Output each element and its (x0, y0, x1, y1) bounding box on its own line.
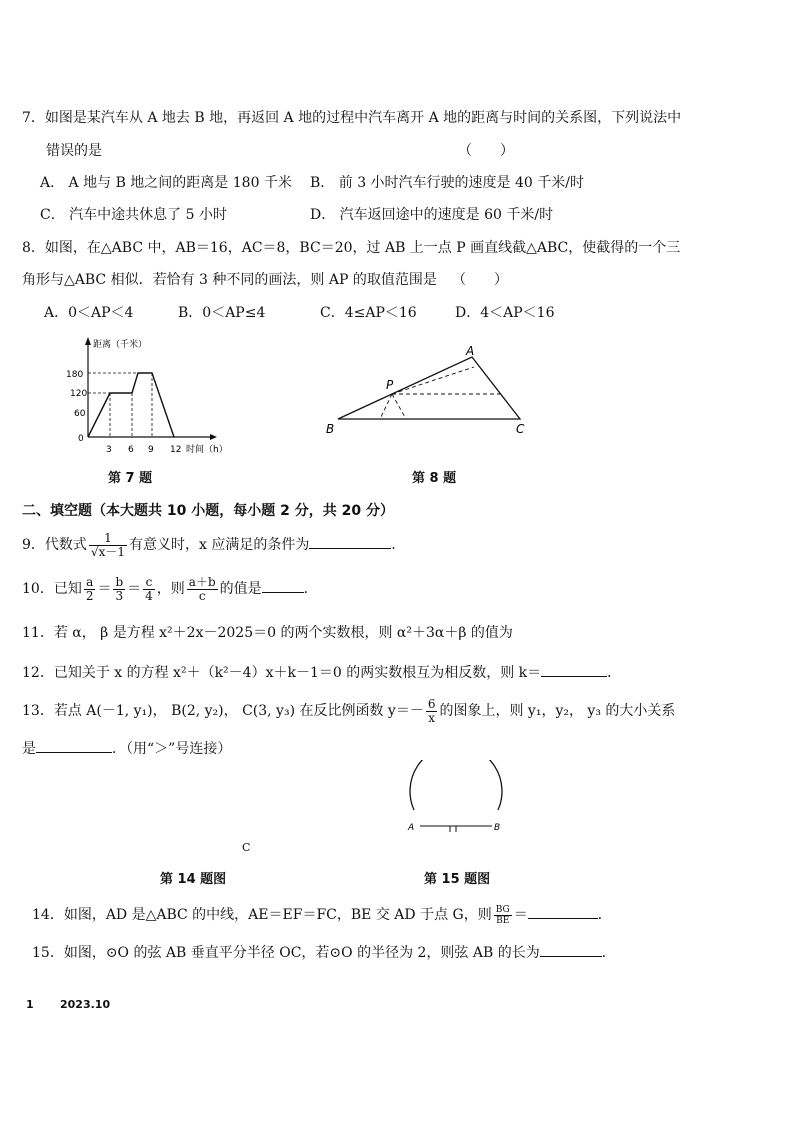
q8-answer-paren: （ ） (452, 272, 508, 288)
q12-line (22, 662, 621, 683)
fig7-xtick-9: 9 (148, 445, 154, 455)
fig14-caption: 第 14 题图 (160, 872, 227, 887)
q13-frac-den: x (428, 710, 436, 725)
q10-end: ． (303, 581, 318, 597)
fig7-y-label: 距离（千米） (93, 340, 148, 350)
q10-frac-a (84, 576, 96, 603)
q9-fraction (89, 532, 127, 559)
q14-eq: ＝ (513, 907, 528, 923)
q10-frac-target-num: a＋b (188, 574, 216, 589)
fig8-triangle (322, 345, 542, 440)
fig7-ytick-120: 120 (70, 389, 88, 399)
q14-answer-blank[interactable] (528, 904, 598, 919)
q7-stem-line2: 错误的是 (46, 143, 102, 159)
q10-frac-a-den: 2 (85, 588, 94, 603)
q10-answer-blank[interactable] (262, 578, 304, 593)
fig7-xtick-12: 12 (170, 445, 182, 455)
q10-pre: 10．已知 (22, 581, 82, 597)
fig8-triangle-abc (338, 357, 520, 419)
q10-mid: ，则 (156, 581, 185, 597)
q14-fraction (494, 905, 512, 926)
q14-pre: 14．如图，AD 是△ABC 的中线，AE＝EF＝FC，BE 交 AD 于点 G，则 (32, 907, 492, 923)
q13-post: 的图象上，则 y₁，y₂， y₃ 的大小关系 (439, 703, 676, 719)
fig7-distance-line (88, 373, 174, 437)
q12-end: ． (607, 665, 622, 681)
q13-answer-blank[interactable] (36, 738, 112, 753)
fig7-origin: 0 (78, 434, 84, 444)
q11-line: 11．若 α， β 是方程 x²＋2x－2025＝0 的两个实数根，则 α²＋3α＋β 的值为 (22, 625, 513, 641)
fig7-caption: 第 7 题 (108, 471, 153, 486)
q10-frac-target-den: c (198, 588, 206, 603)
q7-stem-line1: 7．如图是某汽车从 A 地去 B 地，再返回 A 地的过程中汽车离开 A 地的距离与时间的关系图，下列说法中 (22, 110, 682, 126)
fig8-caption: 第 8 题 (412, 471, 457, 486)
q10-line: 10．已知 $\frac{a}{2}$ ＝ $\frac{b}{3}$ ＝ $\frac{c}{4}$ ，则 $\frac{a+b}{c}$ 的值是 ． (22, 574, 318, 603)
fig8-label-c: C (516, 422, 525, 436)
q8-stem-line1: 8．如图，在△ABC 中，AB＝16，AC＝8，BC＝20，过 AB 上一点 P 画直线截△ABC，使截得的一个三 (22, 240, 681, 256)
q9-post: 有意义时，x 应满足的条件为 (128, 537, 310, 553)
q7-answer-paren: （ ） (458, 143, 514, 159)
footer-date: 2023.10 (60, 998, 111, 1011)
q14-line (32, 902, 612, 928)
fig15-circle (400, 760, 520, 840)
q9-frac-num: 1 (89, 532, 127, 546)
q15-pre: 15．如图，⊙O 的弦 AB 垂直平分半径 OC，若⊙O 的半径为 2，则弦 AB 的长为 (32, 945, 540, 961)
q9-frac-den: √x－1 (90, 544, 125, 559)
q9-line (22, 530, 405, 560)
fig15-label-b: B (494, 823, 501, 833)
q8-stem-line2: 角形与△ABC 相似．若恰有 3 种不同的画法，则 AP 的取值范围是 (22, 272, 437, 288)
q8-option-a: A．0＜AP＜4 (44, 305, 134, 321)
fig8-cut-to-ac (392, 367, 474, 394)
q10-frac-c-num: c (143, 576, 155, 590)
q9-answer-blank[interactable] (309, 534, 391, 549)
fig7-xtick-3: 3 (106, 445, 112, 455)
q12-pre: 12．已知关于 x 的方程 x²＋（k²－4）x＋k－1＝0 的两实数根互为相反数，则 k＝ (22, 665, 542, 681)
fig7-x-arrow (210, 434, 217, 440)
section2-title: 二、填空题（本大题共 10 小题，每小题 2 分，共 20 分） (22, 503, 394, 519)
q10-frac-b-den: 3 (115, 588, 124, 603)
q14-frac-den: BE (496, 915, 510, 926)
fig15-label-a: A (408, 823, 415, 833)
q10-frac-b (113, 576, 125, 603)
fig7-x-label: 时间（h） (186, 445, 228, 455)
fig7-graph (60, 335, 240, 460)
q7-option-d: D． 汽车返回途中的速度是 60 千米/时 (310, 207, 554, 223)
q7-option-b: B． 前 3 小时汽车行驶的速度是 40 千米/时 (310, 175, 584, 191)
q10-frac-c-den: 4 (145, 588, 153, 603)
q9-pre: 9．代数式 (22, 537, 87, 553)
q14-frac-num: BG (495, 904, 510, 915)
q7-option-c: C． 汽车中途共休息了 5 小时 (40, 207, 227, 223)
q10-post: 的值是 (219, 581, 262, 597)
q8-option-c: C．4≤AP＜16 (320, 305, 417, 321)
fig14-stray-mark: C (242, 841, 251, 854)
q13-pre: 13．若点 A(－1, y₁)， B(2, y₂)， C(3, y₃) 在反比例函数 y＝－ (22, 703, 424, 719)
q9-end: ． (391, 537, 406, 553)
fig7-xtick-6: 6 (128, 445, 134, 455)
q10-frac-a-num: a (84, 576, 96, 590)
q10-frac-target (187, 576, 218, 603)
q13-fraction (426, 698, 438, 725)
fig15-caption: 第 15 题图 (424, 872, 491, 887)
footer-page-number: 1 (26, 998, 34, 1011)
q15-end: ． (601, 945, 616, 961)
fig15-arc (410, 760, 502, 810)
q7-option-a: A． A 地与 B 地之间的距离是 180 千米 (40, 175, 292, 191)
q14-end: ． (597, 907, 612, 923)
fig8-label-p: P (386, 378, 394, 392)
q8-option-d: D．4＜AP＜16 (455, 305, 555, 321)
q10-frac-c (143, 576, 155, 603)
fig7-ytick-60: 60 (74, 409, 86, 419)
fig7-ytick-180: 180 (66, 370, 84, 380)
fig8-cut-to-bc (392, 394, 406, 419)
q13-line2 (22, 738, 231, 759)
fig7-y-arrow (85, 337, 91, 345)
fig8-label-b: B (326, 422, 335, 436)
q13-line2-post: ．（用“＞”号连接） (112, 741, 232, 757)
q15-line (32, 942, 616, 963)
fig8-cut-to-bc-2 (380, 394, 392, 419)
q8-option-b: B．0＜AP≤4 (178, 305, 266, 321)
fig8-label-a: A (466, 345, 475, 358)
q13-frac-num: 6 (427, 696, 436, 711)
q10-frac-b-num: b (115, 574, 124, 589)
q13-line2-pre: 是 (22, 741, 36, 757)
q15-answer-blank[interactable] (540, 942, 602, 957)
q12-answer-blank[interactable] (541, 662, 607, 677)
q13-line1 (22, 696, 675, 726)
